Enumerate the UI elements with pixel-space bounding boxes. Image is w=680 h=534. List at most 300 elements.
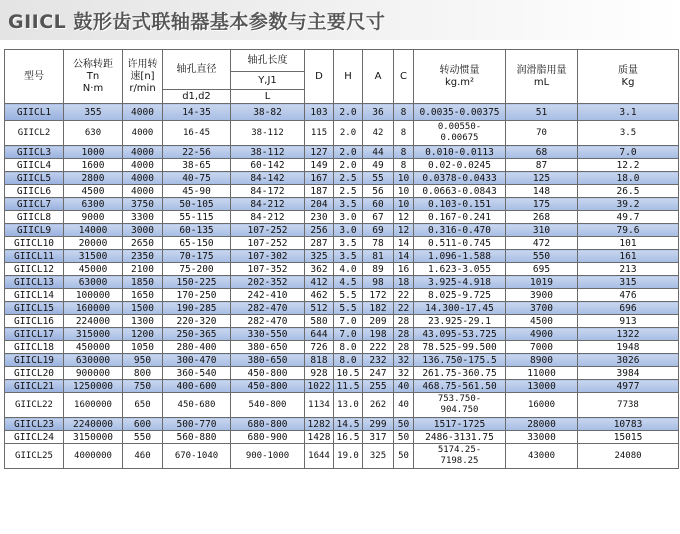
cell-bore-diameter: 300-470: [163, 354, 231, 367]
table-row: [5, 302, 679, 315]
header-bore-length-sub: L: [231, 90, 305, 104]
cell-bore-diameter: 560-880: [163, 431, 231, 444]
cell-bore-diameter: 65-150: [163, 237, 231, 250]
cell-A: 222: [363, 341, 394, 354]
table-row: [5, 276, 679, 289]
cell-speed: 2650: [123, 237, 163, 250]
header-bore-diameter-sub: d1,d2: [163, 90, 231, 104]
cell-bore-length: 242-410: [231, 289, 305, 302]
header-torque: 公称转距 Tn N·m: [64, 50, 123, 104]
cell-grease: 3900: [506, 289, 578, 302]
cell-inertia: 1517-1725: [414, 418, 506, 431]
cell-grease: 310: [506, 224, 578, 237]
cell-torque: 630: [64, 121, 123, 146]
cell-torque: 224000: [64, 315, 123, 328]
cell-model: GIICL6: [5, 185, 64, 198]
cell-H: 2.0: [334, 159, 363, 172]
cell-inertia: 3.925-4.918: [414, 276, 506, 289]
cell-speed: 4000: [123, 172, 163, 185]
cell-grease: 28000: [506, 418, 578, 431]
cell-model: GIICL4: [5, 159, 64, 172]
cell-torque: 630000: [64, 354, 123, 367]
cell-speed: 1650: [123, 289, 163, 302]
cell-H: 3.5: [334, 237, 363, 250]
cell-C: 50: [394, 418, 414, 431]
cell-inertia: 0.02-0.0245: [414, 159, 506, 172]
cell-A: 42: [363, 121, 394, 146]
cell-A: 56: [363, 185, 394, 198]
table-row: [5, 185, 679, 198]
header-grease: 润滑脂用量 mL: [506, 50, 578, 104]
cell-torque: 1600000: [64, 393, 123, 418]
cell-H: 11.5: [334, 380, 363, 393]
cell-H: 2.0: [334, 121, 363, 146]
cell-bore-length: 107-252: [231, 224, 305, 237]
cell-D: 1022: [305, 380, 334, 393]
cell-mass: 26.5: [578, 185, 679, 198]
cell-mass: 7738: [578, 393, 679, 418]
cell-C: 14: [394, 237, 414, 250]
cell-H: 2.5: [334, 185, 363, 198]
header-bore-length-type: Y,J1: [231, 72, 305, 90]
cell-bore-diameter: 150-225: [163, 276, 231, 289]
cell-inertia: 261.75-360.75: [414, 367, 506, 380]
cell-C: 14: [394, 250, 414, 263]
cell-bore-length: 84-172: [231, 185, 305, 198]
cell-bore-diameter: 400-600: [163, 380, 231, 393]
cell-grease: 695: [506, 263, 578, 276]
cell-A: 325: [363, 444, 394, 469]
table-row: [5, 250, 679, 263]
cell-bore-length: 330-550: [231, 328, 305, 341]
table-row: [5, 367, 679, 380]
cell-inertia: 43.095-53.725: [414, 328, 506, 341]
cell-inertia: 78.525-99.500: [414, 341, 506, 354]
cell-grease: 16000: [506, 393, 578, 418]
cell-bore-length: 84-212: [231, 198, 305, 211]
cell-bore-diameter: 22-56: [163, 146, 231, 159]
cell-bore-length: 380-650: [231, 354, 305, 367]
cell-mass: 24080: [578, 444, 679, 469]
cell-A: 198: [363, 328, 394, 341]
cell-bore-diameter: 220-320: [163, 315, 231, 328]
cell-model: GIICL10: [5, 237, 64, 250]
cell-inertia: 5174.25- 7198.25: [414, 444, 506, 469]
cell-A: 44: [363, 146, 394, 159]
cell-inertia: 0.103-0.151: [414, 198, 506, 211]
cell-grease: 68: [506, 146, 578, 159]
cell-speed: 1500: [123, 302, 163, 315]
table-row: [5, 263, 679, 276]
cell-bore-diameter: 55-115: [163, 211, 231, 224]
cell-inertia: 0.511-0.745: [414, 237, 506, 250]
cell-model: GIICL1: [5, 104, 64, 121]
cell-A: 247: [363, 367, 394, 380]
cell-torque: 160000: [64, 302, 123, 315]
cell-speed: 4000: [123, 146, 163, 159]
cell-mass: 7.0: [578, 146, 679, 159]
cell-bore-length: 202-352: [231, 276, 305, 289]
cell-speed: 4000: [123, 159, 163, 172]
cell-grease: 33000: [506, 431, 578, 444]
cell-D: 362: [305, 263, 334, 276]
cell-A: 262: [363, 393, 394, 418]
cell-model: GIICL12: [5, 263, 64, 276]
cell-H: 13.0: [334, 393, 363, 418]
cell-torque: 1600: [64, 159, 123, 172]
cell-A: 209: [363, 315, 394, 328]
cell-mass: 213: [578, 263, 679, 276]
cell-C: 12: [394, 211, 414, 224]
cell-H: 10.5: [334, 367, 363, 380]
cell-H: 3.0: [334, 211, 363, 224]
cell-H: 19.0: [334, 444, 363, 469]
cell-grease: 87: [506, 159, 578, 172]
cell-model: GIICL18: [5, 341, 64, 354]
cell-C: 8: [394, 146, 414, 159]
table-row: [5, 444, 679, 469]
cell-D: 462: [305, 289, 334, 302]
cell-bore-length: 38-82: [231, 104, 305, 121]
cell-mass: 15015: [578, 431, 679, 444]
cell-torque: 63000: [64, 276, 123, 289]
cell-model: GIICL17: [5, 328, 64, 341]
cell-torque: 3150000: [64, 431, 123, 444]
table-row: [5, 354, 679, 367]
header-speed: 许用转 速[n] r/min: [123, 50, 163, 104]
cell-C: 8: [394, 104, 414, 121]
cell-grease: 175: [506, 198, 578, 211]
cell-C: 18: [394, 276, 414, 289]
cell-inertia: 23.925-29.1: [414, 315, 506, 328]
cell-torque: 4000000: [64, 444, 123, 469]
table-row: [5, 121, 679, 146]
cell-speed: 800: [123, 367, 163, 380]
cell-speed: 950: [123, 354, 163, 367]
cell-H: 2.0: [334, 104, 363, 121]
cell-C: 50: [394, 444, 414, 469]
cell-torque: 100000: [64, 289, 123, 302]
cell-grease: 51: [506, 104, 578, 121]
header-bore-length: 轴孔长度: [231, 50, 305, 72]
cell-D: 412: [305, 276, 334, 289]
cell-H: 7.0: [334, 315, 363, 328]
cell-torque: 9000: [64, 211, 123, 224]
cell-torque: 1000: [64, 146, 123, 159]
cell-model: GIICL11: [5, 250, 64, 263]
cell-bore-diameter: 50-105: [163, 198, 231, 211]
cell-bore-diameter: 60-135: [163, 224, 231, 237]
parameters-table: [4, 49, 679, 469]
cell-inertia: 753.750- 904.750: [414, 393, 506, 418]
table-row: [5, 159, 679, 172]
cell-bore-length: 38-112: [231, 121, 305, 146]
cell-model: GIICL5: [5, 172, 64, 185]
cell-inertia: 1.096-1.588: [414, 250, 506, 263]
cell-H: 2.0: [334, 146, 363, 159]
cell-A: 67: [363, 211, 394, 224]
cell-grease: 11000: [506, 367, 578, 380]
cell-torque: 45000: [64, 263, 123, 276]
cell-A: 317: [363, 431, 394, 444]
table-row: [5, 237, 679, 250]
cell-mass: 10783: [578, 418, 679, 431]
cell-torque: 900000: [64, 367, 123, 380]
cell-D: 287: [305, 237, 334, 250]
cell-speed: 4000: [123, 185, 163, 198]
cell-inertia: 8.025-9.725: [414, 289, 506, 302]
cell-C: 28: [394, 328, 414, 341]
cell-bore-length: 450-800: [231, 367, 305, 380]
cell-speed: 3750: [123, 198, 163, 211]
cell-model: GIICL2: [5, 121, 64, 146]
cell-torque: 14000: [64, 224, 123, 237]
cell-bore-length: 450-800: [231, 380, 305, 393]
table-row: [5, 393, 679, 418]
cell-mass: 913: [578, 315, 679, 328]
cell-D: 256: [305, 224, 334, 237]
cell-torque: 2240000: [64, 418, 123, 431]
cell-D: 149: [305, 159, 334, 172]
cell-bore-length: 38-112: [231, 146, 305, 159]
cell-A: 98: [363, 276, 394, 289]
cell-model: GIICL21: [5, 380, 64, 393]
cell-grease: 550: [506, 250, 578, 263]
cell-grease: 13000: [506, 380, 578, 393]
cell-bore-diameter: 75-200: [163, 263, 231, 276]
cell-model: GIICL7: [5, 198, 64, 211]
cell-A: 36: [363, 104, 394, 121]
cell-speed: 550: [123, 431, 163, 444]
cell-mass: 39.2: [578, 198, 679, 211]
cell-speed: 1300: [123, 315, 163, 328]
cell-H: 3.5: [334, 198, 363, 211]
cell-bore-length: 84-142: [231, 172, 305, 185]
cell-mass: 3026: [578, 354, 679, 367]
cell-C: 32: [394, 354, 414, 367]
cell-speed: 750: [123, 380, 163, 393]
cell-D: 512: [305, 302, 334, 315]
cell-A: 69: [363, 224, 394, 237]
cell-speed: 3000: [123, 224, 163, 237]
cell-bore-length: 60-142: [231, 159, 305, 172]
cell-A: 232: [363, 354, 394, 367]
cell-inertia: 0.167-0.241: [414, 211, 506, 224]
cell-bore-diameter: 360-540: [163, 367, 231, 380]
cell-speed: 2350: [123, 250, 163, 263]
cell-A: 299: [363, 418, 394, 431]
cell-bore-length: 107-302: [231, 250, 305, 263]
cell-speed: 1200: [123, 328, 163, 341]
cell-speed: 650: [123, 393, 163, 418]
cell-bore-diameter: 14-35: [163, 104, 231, 121]
cell-model: GIICL20: [5, 367, 64, 380]
cell-torque: 450000: [64, 341, 123, 354]
cell-bore-diameter: 670-1040: [163, 444, 231, 469]
cell-bore-length: 107-352: [231, 263, 305, 276]
cell-model: GIICL19: [5, 354, 64, 367]
cell-bore-diameter: 38-65: [163, 159, 231, 172]
cell-grease: 8900: [506, 354, 578, 367]
table-row: [5, 328, 679, 341]
cell-inertia: 0.0663-0.0843: [414, 185, 506, 198]
cell-H: 14.5: [334, 418, 363, 431]
cell-H: 8.0: [334, 341, 363, 354]
cell-inertia: 14.300-17.45: [414, 302, 506, 315]
cell-model: GIICL15: [5, 302, 64, 315]
cell-mass: 3984: [578, 367, 679, 380]
cell-model: GIICL13: [5, 276, 64, 289]
cell-mass: 79.6: [578, 224, 679, 237]
cell-torque: 355: [64, 104, 123, 121]
cell-D: 1134: [305, 393, 334, 418]
cell-grease: 4900: [506, 328, 578, 341]
cell-torque: 315000: [64, 328, 123, 341]
cell-grease: 125: [506, 172, 578, 185]
cell-D: 204: [305, 198, 334, 211]
cell-A: 182: [363, 302, 394, 315]
cell-bore-diameter: 190-285: [163, 302, 231, 315]
cell-model: GIICL9: [5, 224, 64, 237]
cell-A: 49: [363, 159, 394, 172]
cell-C: 16: [394, 263, 414, 276]
table-row: [5, 380, 679, 393]
cell-bore-length: 900-1000: [231, 444, 305, 469]
cell-bore-diameter: 45-90: [163, 185, 231, 198]
cell-bore-length: 84-212: [231, 211, 305, 224]
cell-D: 115: [305, 121, 334, 146]
cell-mass: 161: [578, 250, 679, 263]
cell-grease: 4500: [506, 315, 578, 328]
cell-D: 1282: [305, 418, 334, 431]
cell-D: 187: [305, 185, 334, 198]
cell-bore-length: 107-252: [231, 237, 305, 250]
cell-D: 103: [305, 104, 334, 121]
cell-grease: 1019: [506, 276, 578, 289]
cell-model: GIICL8: [5, 211, 64, 224]
cell-C: 8: [394, 159, 414, 172]
cell-C: 28: [394, 341, 414, 354]
table-row: [5, 289, 679, 302]
cell-inertia: 0.0378-0.0433: [414, 172, 506, 185]
cell-mass: 1322: [578, 328, 679, 341]
cell-bore-diameter: 450-680: [163, 393, 231, 418]
cell-D: 644: [305, 328, 334, 341]
cell-C: 10: [394, 185, 414, 198]
cell-mass: 696: [578, 302, 679, 315]
cell-bore-length: 282-470: [231, 315, 305, 328]
cell-D: 127: [305, 146, 334, 159]
cell-speed: 460: [123, 444, 163, 469]
cell-bore-diameter: 70-175: [163, 250, 231, 263]
cell-C: 8: [394, 121, 414, 146]
cell-speed: 3300: [123, 211, 163, 224]
cell-mass: 3.5: [578, 121, 679, 146]
cell-bore-diameter: 250-365: [163, 328, 231, 341]
table-row: [5, 104, 679, 121]
cell-H: 5.5: [334, 302, 363, 315]
header-inertia: 转动惯量 kg.m²: [414, 50, 506, 104]
header-mass: 质量 Kg: [578, 50, 679, 104]
cell-grease: 148: [506, 185, 578, 198]
cell-D: 726: [305, 341, 334, 354]
cell-A: 81: [363, 250, 394, 263]
cell-model: GIICL14: [5, 289, 64, 302]
header-model: 型号: [5, 50, 64, 104]
header-D: D: [305, 50, 334, 104]
cell-C: 40: [394, 393, 414, 418]
cell-mass: 4977: [578, 380, 679, 393]
cell-grease: 7000: [506, 341, 578, 354]
cell-H: 4.0: [334, 263, 363, 276]
cell-torque: 20000: [64, 237, 123, 250]
cell-mass: 12.2: [578, 159, 679, 172]
cell-A: 55: [363, 172, 394, 185]
cell-speed: 4000: [123, 121, 163, 146]
cell-torque: 4500: [64, 185, 123, 198]
cell-torque: 31500: [64, 250, 123, 263]
cell-bore-diameter: 16-45: [163, 121, 231, 146]
cell-inertia: 0.316-0.470: [414, 224, 506, 237]
table-row: [5, 198, 679, 211]
cell-C: 10: [394, 198, 414, 211]
cell-D: 580: [305, 315, 334, 328]
cell-speed: 1850: [123, 276, 163, 289]
cell-model: GIICL24: [5, 431, 64, 444]
cell-C: 50: [394, 431, 414, 444]
cell-bore-length: 380-650: [231, 341, 305, 354]
cell-H: 5.5: [334, 289, 363, 302]
cell-H: 8.0: [334, 354, 363, 367]
cell-D: 167: [305, 172, 334, 185]
table-row: [5, 341, 679, 354]
cell-mass: 315: [578, 276, 679, 289]
cell-bore-length: 540-800: [231, 393, 305, 418]
cell-C: 40: [394, 380, 414, 393]
cell-speed: 2100: [123, 263, 163, 276]
table-row: [5, 431, 679, 444]
cell-grease: 43000: [506, 444, 578, 469]
cell-D: 1428: [305, 431, 334, 444]
cell-grease: 70: [506, 121, 578, 146]
cell-torque: 2800: [64, 172, 123, 185]
cell-D: 818: [305, 354, 334, 367]
cell-D: 230: [305, 211, 334, 224]
cell-speed: 1050: [123, 341, 163, 354]
header-H: H: [334, 50, 363, 104]
cell-C: 28: [394, 315, 414, 328]
cell-H: 4.5: [334, 276, 363, 289]
cell-inertia: 0.010-0.0113: [414, 146, 506, 159]
cell-mass: 476: [578, 289, 679, 302]
cell-speed: 4000: [123, 104, 163, 121]
cell-H: 2.5: [334, 172, 363, 185]
cell-inertia: 0.0035-0.00375: [414, 104, 506, 121]
cell-A: 172: [363, 289, 394, 302]
page-title: GIICL 鼓形齿式联轴器基本参数与主要尺寸: [8, 11, 386, 33]
cell-H: 3.0: [334, 224, 363, 237]
cell-bore-length: 282-470: [231, 302, 305, 315]
table-row: [5, 418, 679, 431]
cell-inertia: 2486-3131.75: [414, 431, 506, 444]
cell-mass: 1948: [578, 341, 679, 354]
cell-model: GIICL22: [5, 393, 64, 418]
cell-C: 12: [394, 224, 414, 237]
cell-bore-length: 680-800: [231, 418, 305, 431]
title-bar: [0, 0, 680, 40]
cell-H: 16.5: [334, 431, 363, 444]
cell-A: 60: [363, 198, 394, 211]
